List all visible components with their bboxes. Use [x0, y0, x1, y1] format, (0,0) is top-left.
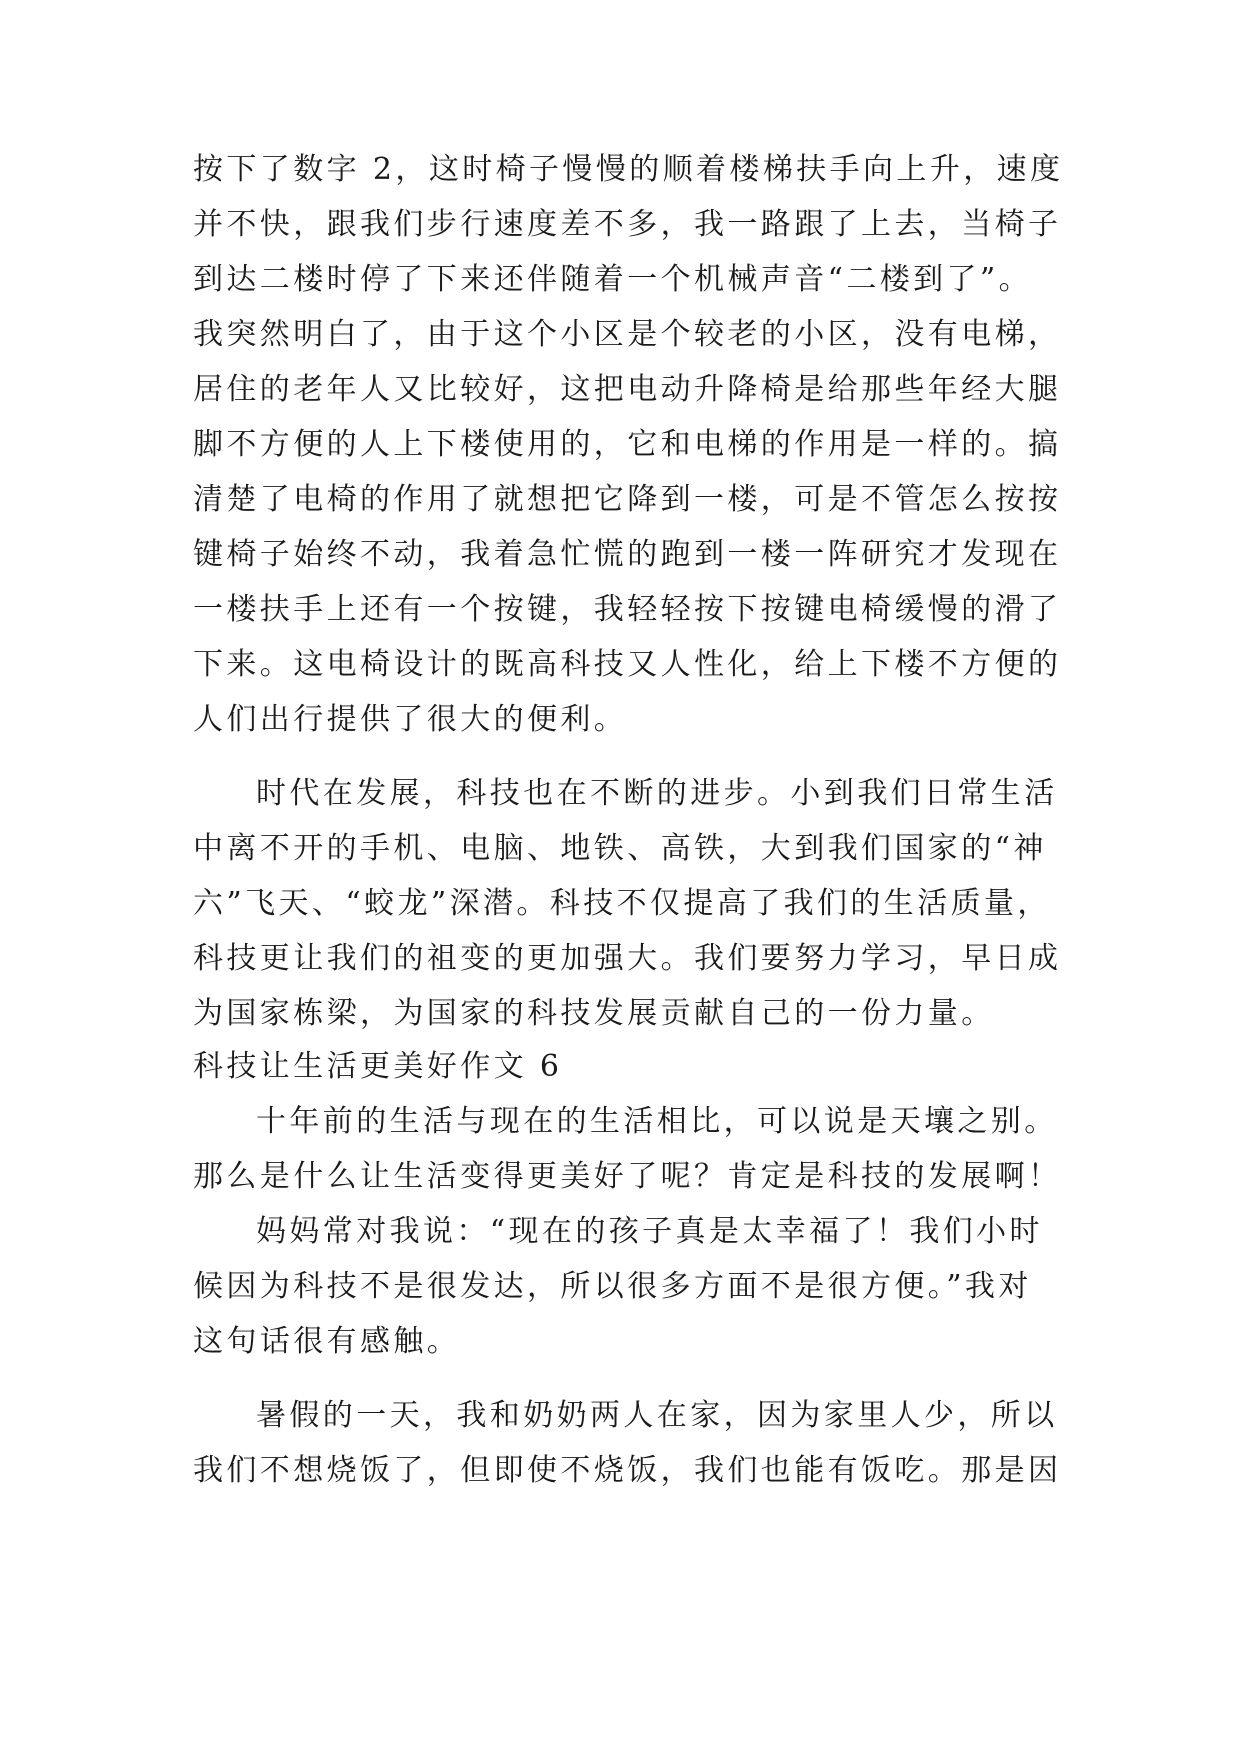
- text-line: 科技更让我们的祖变的更加强大。我们要努力学习，早日成: [193, 941, 1062, 976]
- paragraph-first-line: 十年前的生活与现在的生活相比，可以说是天壤之别。: [256, 1104, 1058, 1139]
- text-line: 到达二楼时停了下来还伴随着一个机械声音“二楼到了”。: [193, 262, 1033, 297]
- text-line: 中离不开的手机、电脑、地铁、高铁，大到我们国家的“神: [193, 831, 1047, 866]
- text-line: 这句话很有感触。: [193, 1324, 461, 1359]
- paragraph-first-line: 时代在发展，科技也在不断的进步。小到我们日常生活: [256, 776, 1058, 811]
- text-line: 键椅子始终不动，我着急忙慌的跑到一楼一阵研究才发现在: [193, 537, 1062, 572]
- text-line: 为国家栋梁，为国家的科技发展贡献自己的一份力量。: [193, 996, 995, 1031]
- text-line: 一楼扶手上还有一个按键，我轻轻按下按键电椅缓慢的滑了: [193, 592, 1062, 627]
- paragraph-first-line: 暑假的一天，我和奶奶两人在家，因为家里人少，所以: [256, 1398, 1058, 1433]
- text-line: 我们不想烧饭了，但即使不烧饭，我们也能有饭吃。那是因: [193, 1453, 1062, 1488]
- section-heading: 科技让生活更美好作文 6: [193, 1049, 563, 1084]
- text-line: 人们出行提供了很大的便利。: [193, 702, 628, 737]
- text-line: 按下了数字 2，这时椅子慢慢的顺着楼梯扶手向上升，速度: [193, 152, 1064, 187]
- text-line: 下来。这电椅设计的既高科技又人性化，给上下楼不方便的: [193, 647, 1062, 682]
- text-line: 我突然明白了，由于这个小区是个较老的小区，没有电梯，: [193, 317, 1062, 352]
- text-line: 居住的老年人又比较好，这把电动升降椅是给那些年经大腿: [193, 372, 1062, 407]
- text-line: 六”飞天、“蛟龙”深潜。科技不仅提高了我们的生活质量，: [193, 886, 1051, 921]
- paragraph-first-line: 妈妈常对我说：“现在的孩子真是太幸福了！我们小时: [256, 1214, 1043, 1249]
- text-line: 那么是什么让生活变得更美好了呢？肯定是科技的发展啊！: [193, 1159, 1062, 1194]
- text-line: 清楚了电椅的作用了就想把它降到一楼，可是不管怎么按按: [193, 482, 1062, 517]
- text-line: 脚不方便的人上下楼使用的，它和电梯的作用是一样的。搞: [193, 427, 1062, 462]
- text-line: 并不快，跟我们步行速度差不多，我一路跟了上去，当椅子: [193, 207, 1062, 242]
- text-line: 候因为科技不是很发达，所以很多方面不是很方便。”我对: [193, 1269, 1032, 1304]
